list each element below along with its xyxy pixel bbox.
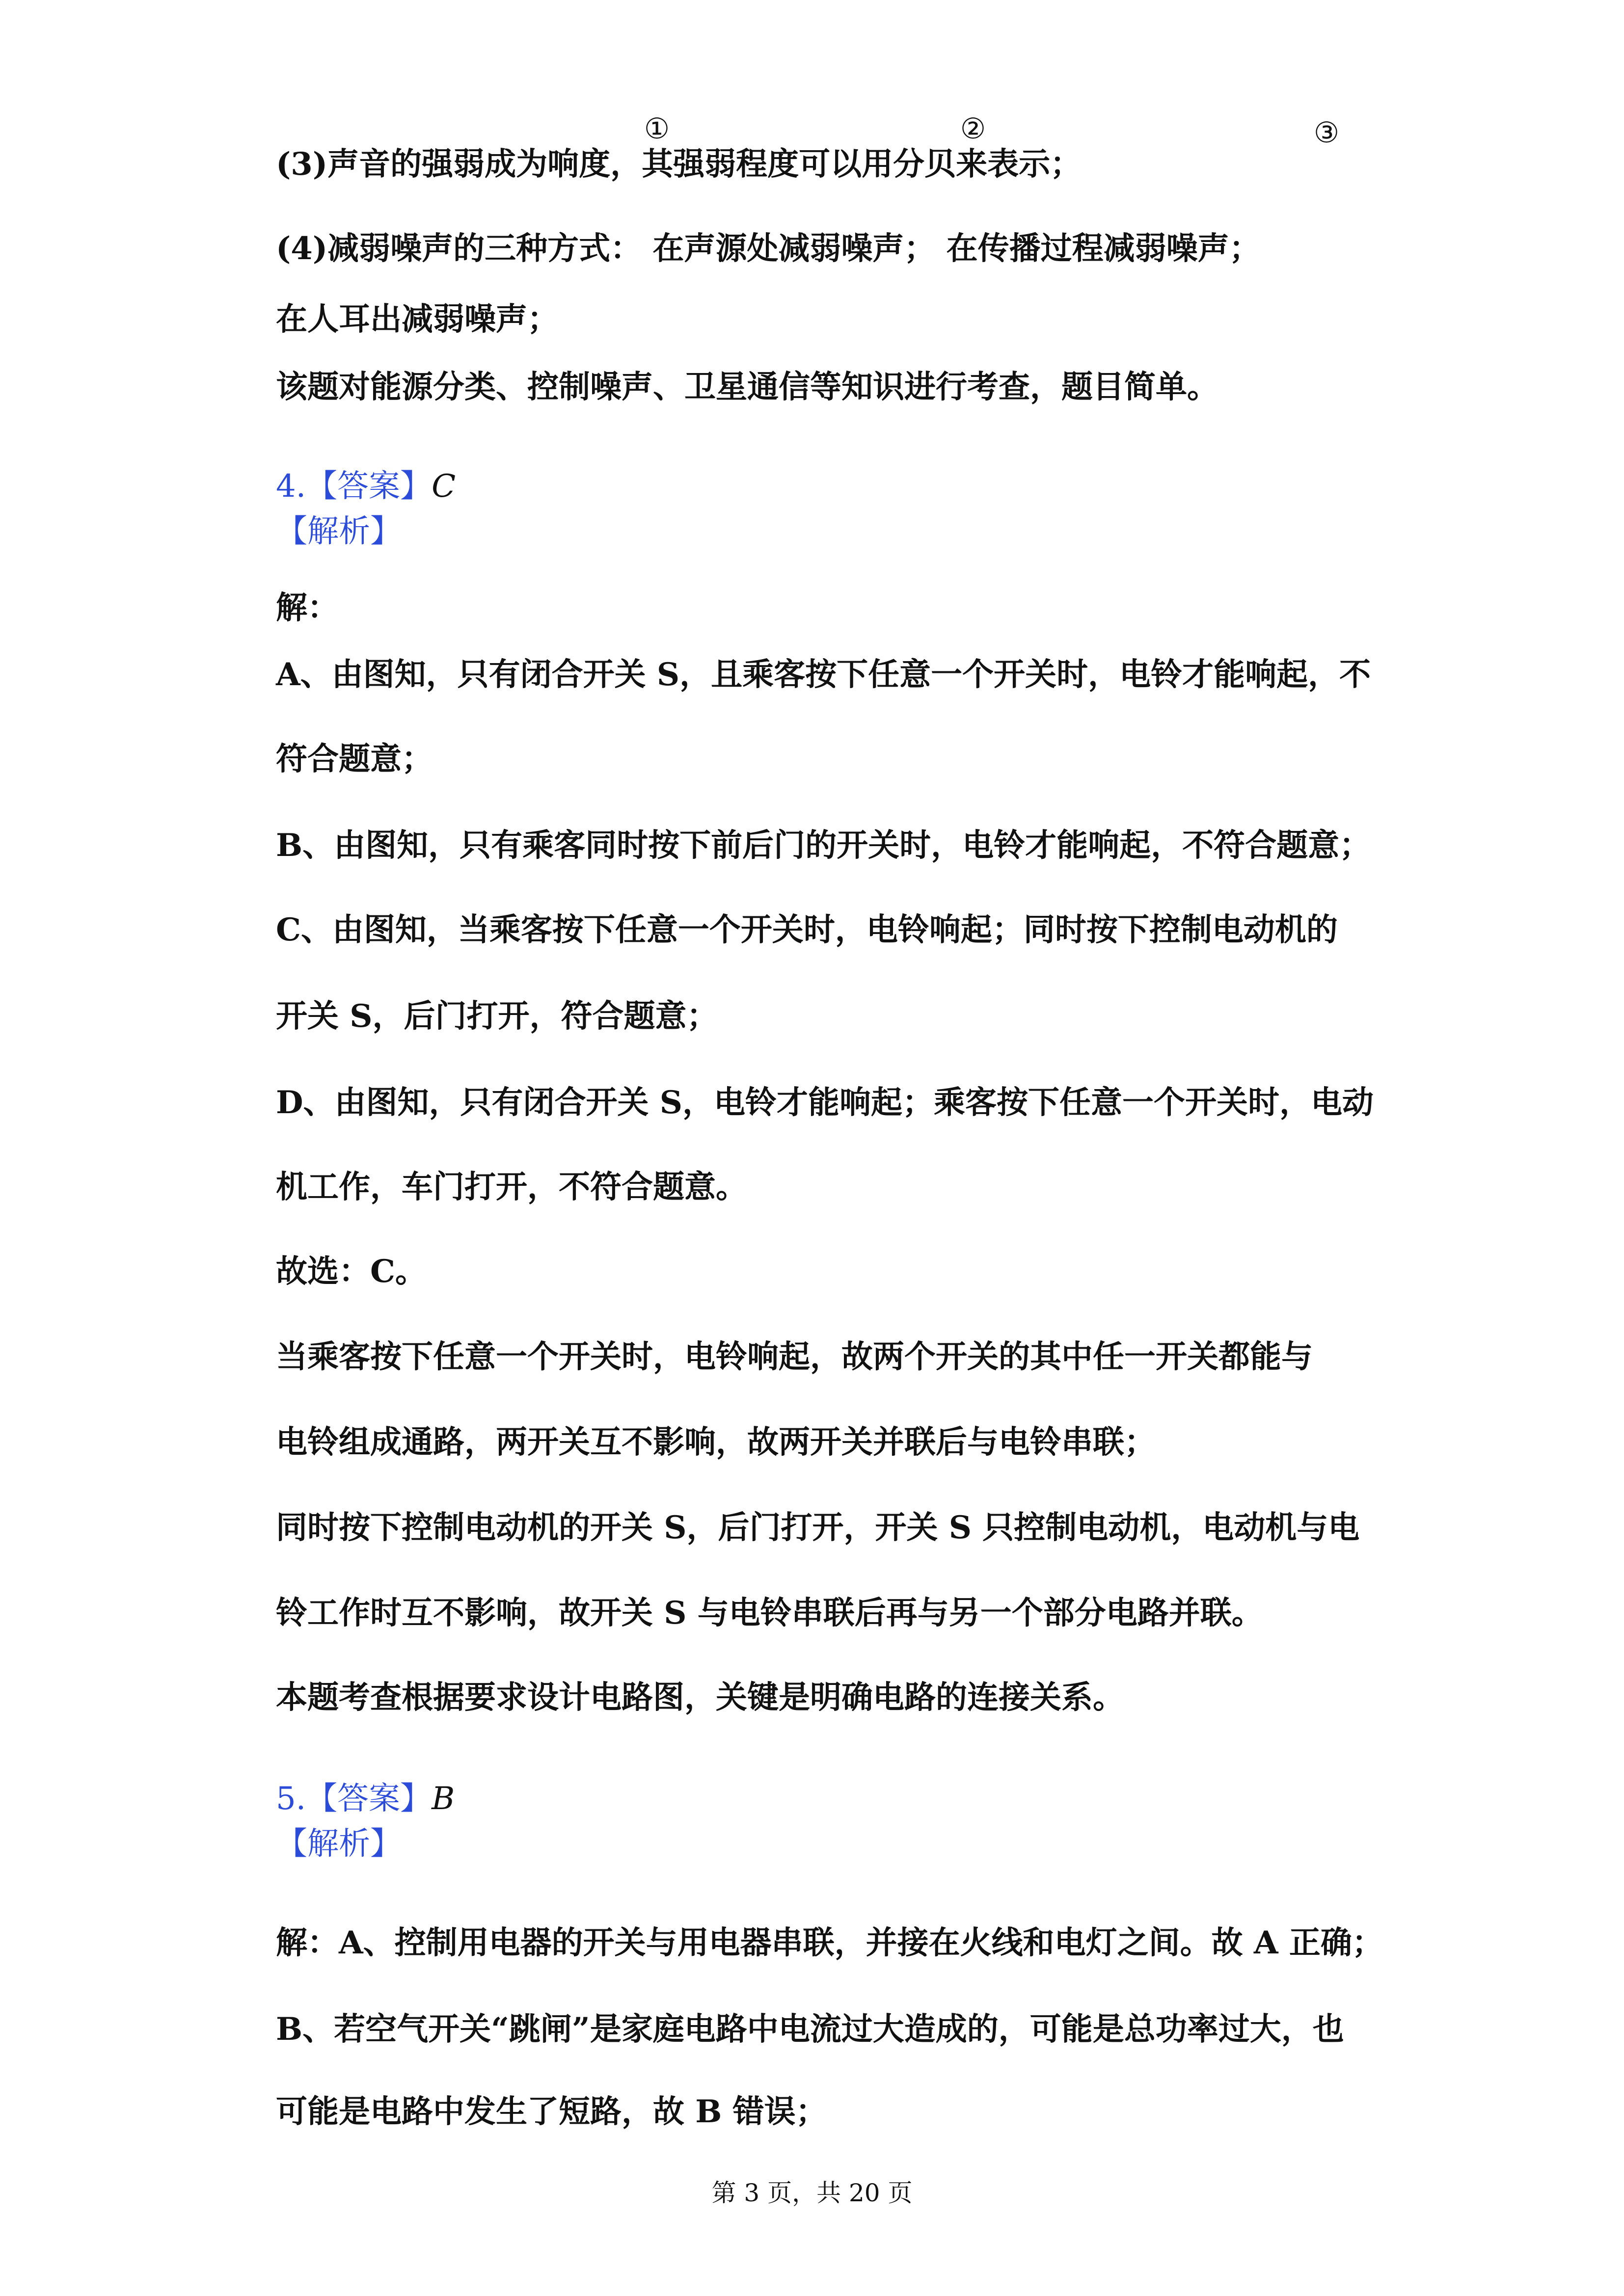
text-line: 在人耳出减弱噪声；	[276, 301, 559, 338]
text-line: 铃工作时互不影响，故开关 S 与电铃串联后再与另一个部分电路并联。	[276, 1595, 1263, 1631]
q4-answer-heading	[276, 464, 456, 508]
circled-marker-1: ①	[644, 112, 670, 145]
q5-answer-label: 5.【答案】	[276, 1781, 432, 1817]
text-line: 电铃组成通路，两开关互不影响，故两开关并联后与电铃串联；	[276, 1424, 1156, 1461]
text-line: D、由图知，只有闭合开关 S，电铃才能响起；乘客按下任意一个开关时，电动	[276, 1084, 1374, 1121]
text-line: 开关 S，后门打开，符合题意；	[276, 998, 718, 1035]
text-line: A、由图知，只有闭合开关 S，且乘客按下任意一个开关时，电铃才能响起，不	[276, 656, 1371, 693]
text-line: 同时按下控制电动机的开关 S，后门打开，开关 S 只控制电动机，电动机与电	[276, 1509, 1360, 1546]
q5-analysis-label: 【解析】	[276, 1826, 402, 1862]
q5-answer-heading	[276, 1777, 455, 1821]
q4-answer-label: 4.【答案】	[276, 468, 432, 505]
text-line: B、若空气开关“跳闸”是家庭电路中电流过大造成的，可能是总功率过大，也	[276, 2011, 1344, 2048]
text-line: 机工作，车门打开，不符合题意。	[276, 1169, 747, 1205]
text-line: 该题对能源分类、控制噪声、卫星通信等知识进行考查，题目简单。	[276, 369, 1218, 405]
text-line: B、由图知，只有乘客同时按下前后门的开关时，电铃才能响起，不符合题意；	[276, 827, 1371, 864]
text-line: 本题考查根据要求设计电路图，关键是明确电路的连接关系。	[276, 1679, 1124, 1716]
page-footer: 第 3 页，共 20 页	[711, 2179, 913, 2207]
text-line: 故选：C。	[276, 1253, 427, 1290]
text-line: 解：	[276, 589, 339, 626]
text-line: 解：A、控制用电器的开关与用电器串联，并接在火线和电灯之间。故 A 正确；	[276, 1924, 1383, 1961]
text-line: (4)减弱噪声的三种方式： 在声源处减弱噪声； 在传播过程减弱噪声；	[276, 230, 1261, 267]
text-line: 当乘客按下任意一个开关时，电铃响起，故两个开关的其中任一开关都能与	[276, 1338, 1313, 1375]
text-line: (3)声音的强弱成为响度，其强弱程度可以用分贝来表示；	[276, 146, 1082, 183]
q4-answer-value: C	[432, 468, 456, 505]
q4-analysis-label: 【解析】	[276, 513, 402, 550]
q5-answer-value: B	[432, 1781, 455, 1817]
circled-marker-3: ③	[1314, 116, 1339, 149]
text-line: 符合题意；	[276, 741, 433, 777]
text-line: 可能是电路中发生了短路，故 B 错误；	[276, 2093, 827, 2130]
circled-marker-2: ②	[960, 112, 986, 145]
text-line: C、由图知，当乘客按下任意一个开关时，电铃响起；同时按下控制电动机的	[276, 911, 1338, 948]
